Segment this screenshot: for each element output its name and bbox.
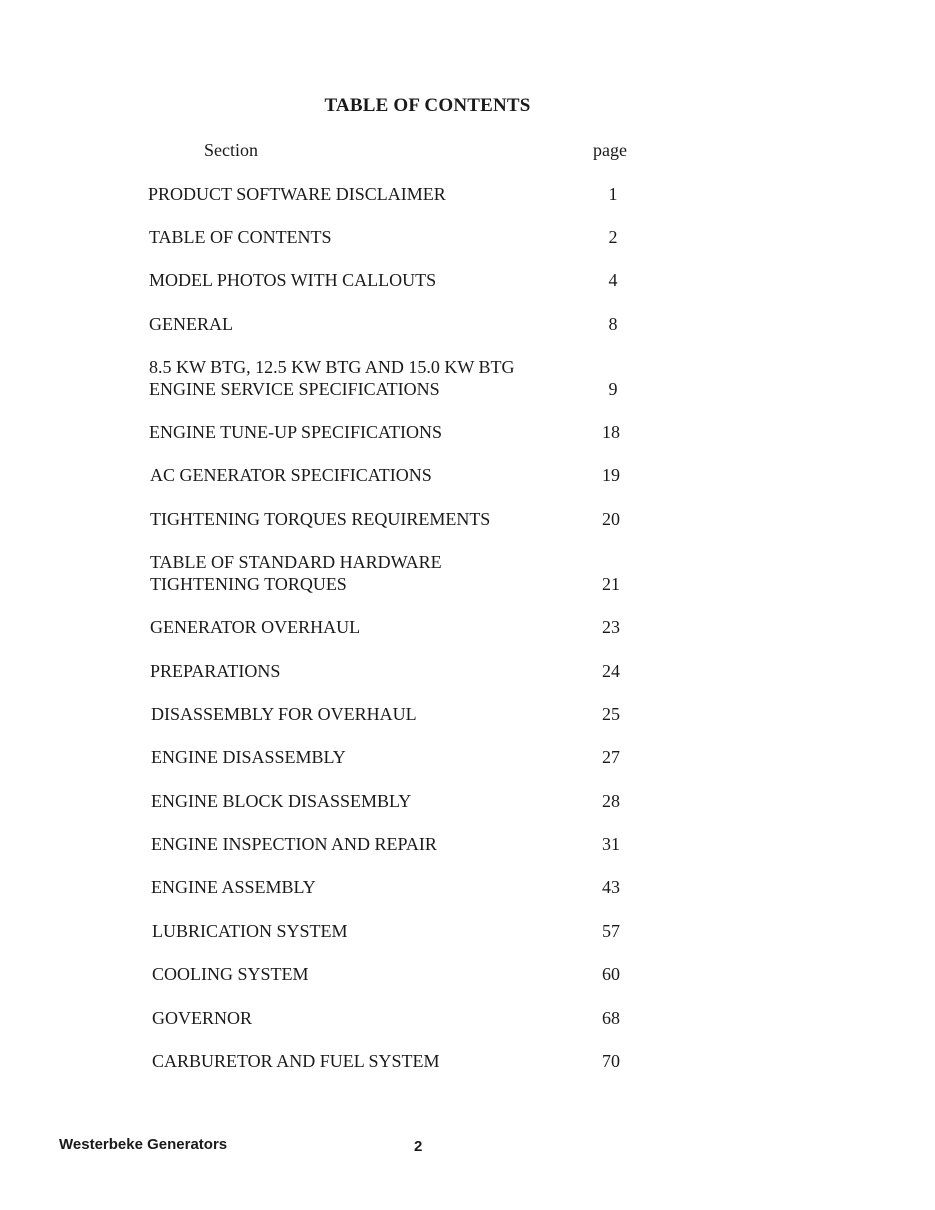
toc-entry-title [149, 421, 442, 443]
toc-entry-title-line: CARBURETOR AND FUEL SYSTEM [152, 1051, 440, 1071]
toc-entry-title-line: 8.5 KW BTG, 12.5 KW BTG AND 15.0 KW BTG [149, 357, 515, 377]
toc-entry-title-line: ENGINE ASSEMBLY [151, 877, 316, 897]
toc-entry-title [152, 1050, 440, 1072]
toc-entry-title [151, 790, 411, 812]
toc-entry-page: 43 [602, 877, 620, 897]
toc-entry-title [152, 1007, 252, 1029]
toc-entry-page: 9 [608, 379, 618, 399]
toc-entry-title [149, 226, 332, 248]
toc-entry-title [149, 313, 233, 335]
toc-entry-title-line: ENGINE BLOCK DISASSEMBLY [151, 791, 412, 811]
footer-company-name: Westerbeke Generators [59, 1136, 228, 1153]
page-column-header: page [593, 140, 627, 160]
toc-entry-title-line: GENERATOR OVERHAUL [150, 617, 361, 637]
toc-entry-page: 24 [602, 661, 620, 681]
toc-entry-title-line: PRODUCT SOFTWARE DISCLAIMER [148, 184, 446, 204]
toc-entry-title [152, 963, 309, 985]
toc-entry-title-line: ENGINE DISASSEMBLY [151, 747, 346, 767]
toc-entry-title [151, 876, 316, 898]
toc-entry-title-line: COOLING SYSTEM [152, 964, 309, 984]
toc-entry-page: 31 [602, 834, 620, 854]
toc-entry-title [150, 660, 280, 682]
toc-entry-page: 27 [602, 747, 620, 767]
toc-entry-title [149, 356, 515, 400]
toc-entry-page: 60 [602, 964, 620, 984]
toc-entry-title [148, 183, 446, 205]
toc-entry-title-line: TIGHTENING TORQUES REQUIREMENTS [150, 509, 491, 529]
toc-entry-title [151, 703, 417, 725]
toc-entry-title-line: ENGINE SERVICE SPECIFICATIONS [149, 379, 440, 399]
toc-entry-title-line: GOVERNOR [152, 1008, 253, 1028]
toc-entry-title-line: ENGINE TUNE-UP SPECIFICATIONS [149, 422, 443, 442]
toc-entry-page: 23 [602, 617, 620, 637]
toc-entry-page: 28 [602, 791, 620, 811]
toc-entry-title [149, 269, 436, 291]
toc-entry-title [150, 551, 442, 595]
toc-entry-title-line: TIGHTENING TORQUES [150, 574, 347, 594]
toc-entry-title-line: TABLE OF STANDARD HARDWARE [150, 552, 442, 572]
toc-entry-title-line: LUBRICATION SYSTEM [152, 921, 348, 941]
toc-entry-page: 21 [602, 574, 620, 594]
toc-entry-title [152, 920, 348, 942]
footer-page-number: 2 [414, 1138, 423, 1155]
toc-entry-title [151, 833, 437, 855]
toc-entry-page: 18 [602, 422, 620, 442]
toc-entry-page: 8 [608, 314, 618, 334]
toc-entry-title-line: ENGINE INSPECTION AND REPAIR [151, 834, 437, 854]
toc-entry-title-line: AC GENERATOR SPECIFICATIONS [150, 465, 432, 485]
toc-entry-page: 68 [602, 1008, 620, 1028]
toc-entry-page: 2 [608, 227, 618, 247]
toc-entry-page: 1 [608, 184, 618, 204]
toc-entry-title [150, 616, 360, 638]
toc-entry-title-line: PREPARATIONS [150, 661, 281, 681]
toc-entry-page: 20 [602, 509, 620, 529]
page-title: TABLE OF CONTENTS [324, 95, 531, 116]
toc-entry-title-line: GENERAL [149, 314, 233, 334]
toc-entry-page: 4 [608, 270, 618, 290]
toc-entry-page: 19 [602, 465, 620, 485]
toc-entry-page: 25 [602, 704, 620, 724]
section-column-header: Section [204, 140, 258, 160]
toc-entry-page: 70 [602, 1051, 620, 1071]
toc-entry-title [150, 464, 432, 486]
toc-entry-title-line: DISASSEMBLY FOR OVERHAUL [151, 704, 417, 724]
toc-entry-page: 57 [602, 921, 620, 941]
toc-entry-title [151, 746, 346, 768]
toc-entry-title-line: TABLE OF CONTENTS [149, 227, 332, 247]
toc-entry-title-line: MODEL PHOTOS WITH CALLOUTS [149, 270, 437, 290]
toc-entry-title [150, 508, 490, 530]
